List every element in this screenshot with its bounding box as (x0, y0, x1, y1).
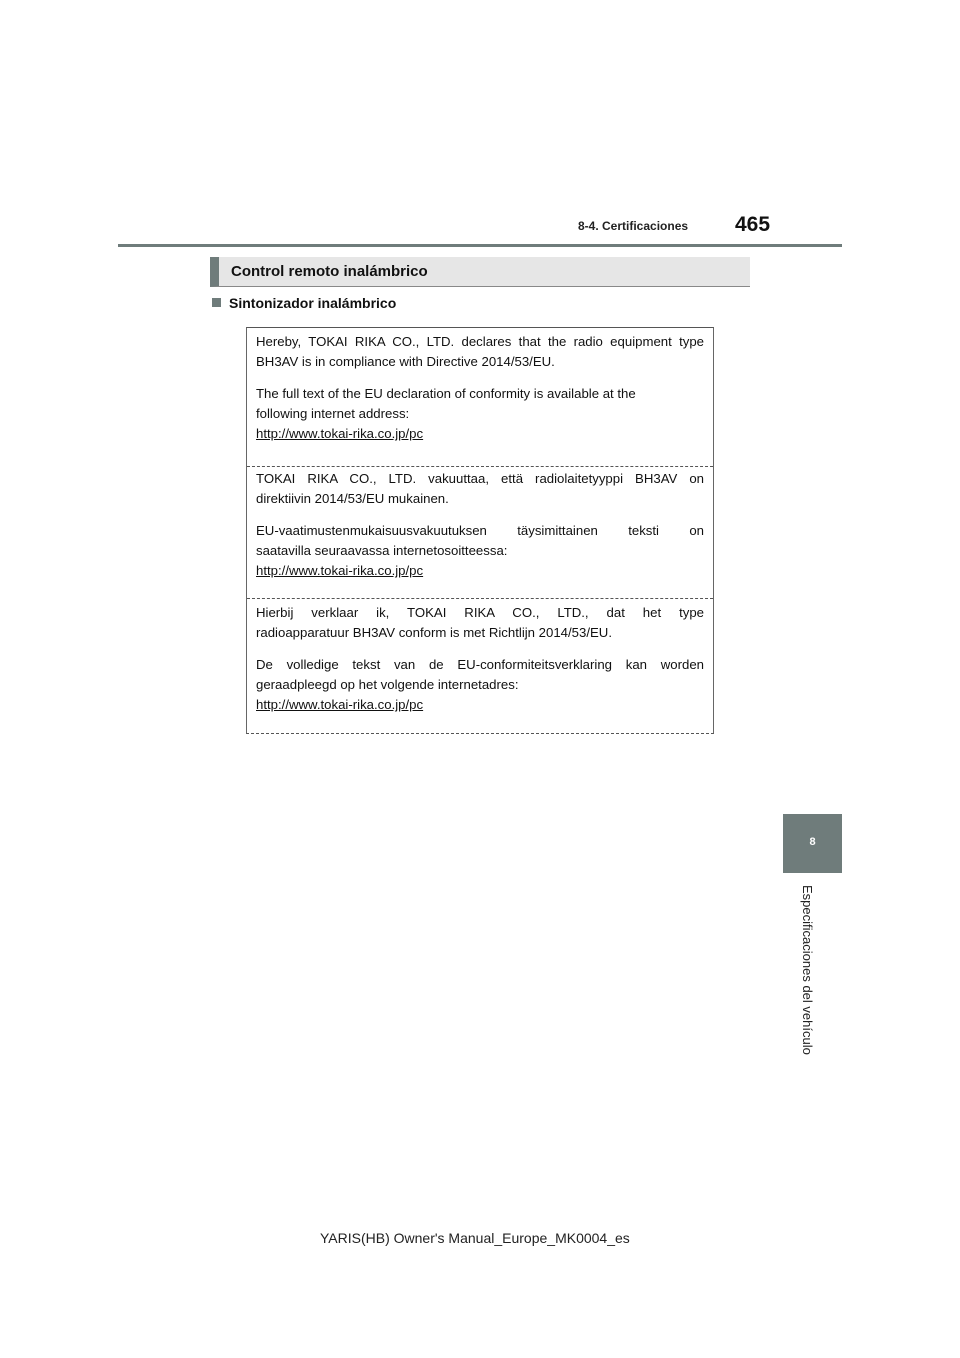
declaration-line: Hereby, TOKAI RIKA CO., LTD. declares that the radio equipment type (256, 334, 704, 349)
subheading-text: Sintonizador inalámbrico (229, 295, 397, 311)
declaration-line: BH3AV is in compliance with Directive 2014/53/EU. (256, 354, 555, 369)
declaration-box (246, 327, 714, 734)
declaration-line: TOKAI RIKA CO., LTD. vakuuttaa, että radiolaitetyyppi BH3AV on (256, 471, 704, 486)
declaration-line: Hierbij verklaar ik, TOKAI RIKA CO., LTD., dat het type (256, 605, 704, 620)
declaration-finnish (247, 466, 713, 598)
declaration-link[interactable]: http://www.tokai-rika.co.jp/pc (256, 563, 424, 578)
declaration-line: The full text of the EU declaration of conformity is available at the (256, 386, 636, 401)
declaration-line: following internet address: (256, 406, 410, 421)
page-number: 465 (735, 213, 771, 236)
subheading (212, 295, 396, 311)
chapter-tab-number: 8 (809, 836, 816, 848)
declaration-link[interactable]: http://www.tokai-rika.co.jp/pc (256, 697, 424, 712)
declaration-line: De volledige tekst van de EU-conformiteitsverklaring kan worden (256, 657, 704, 672)
declaration-english (247, 328, 713, 466)
section-title-box (210, 257, 750, 287)
header-rule (118, 244, 842, 247)
declaration-line: EU-vaatimustenmukaisuusvakuutuksen täysimittainen teksti on (256, 523, 704, 538)
footer-text: YARIS(HB) Owner's Manual_Europe_MK0004_es (320, 1230, 630, 1246)
declaration-line: direktiivin 2014/53/EU mukainen. (256, 491, 449, 506)
chapter-side-label: Especificaciones del vehículo (800, 885, 815, 1055)
declaration-line: geraadpleegd op het volgende internetadres: (256, 677, 519, 692)
declaration-line: radioapparatuur BH3AV conform is met Richtlijn 2014/53/EU. (256, 625, 612, 640)
header-section-label: 8-4. Certificaciones (578, 219, 689, 233)
square-bullet-icon (212, 298, 221, 307)
chapter-tab[interactable] (783, 814, 842, 873)
section-title: Control remoto inalámbrico (231, 263, 428, 280)
declaration-link[interactable]: http://www.tokai-rika.co.jp/pc (256, 426, 424, 441)
declaration-line: saatavilla seuraavassa internetosoitteessa: (256, 543, 508, 558)
declaration-dutch (247, 598, 713, 734)
